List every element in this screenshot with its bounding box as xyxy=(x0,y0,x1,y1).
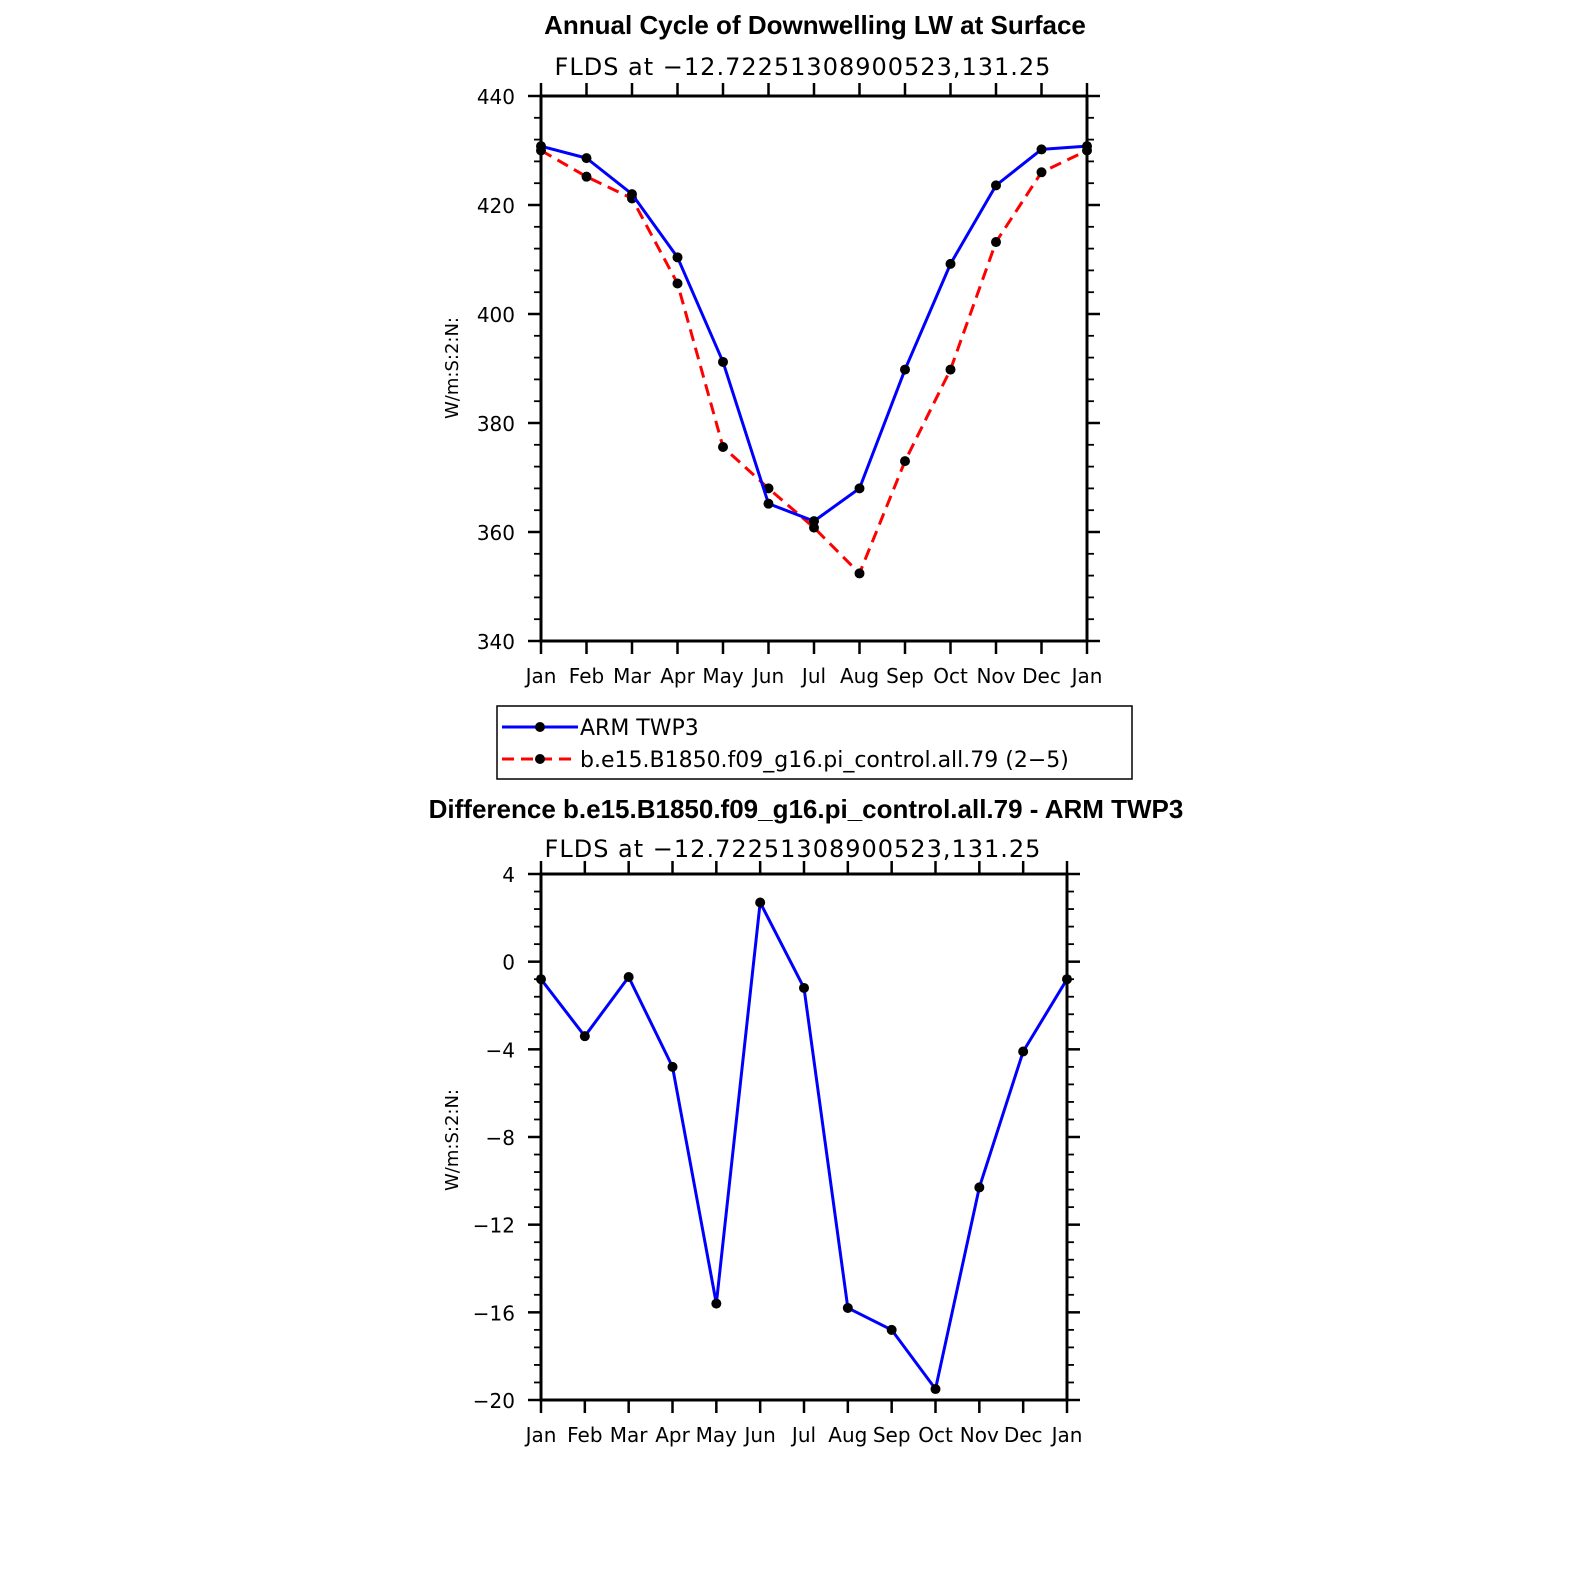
bottom-chart-y-tick-label: −4 xyxy=(485,1038,515,1063)
bottom-chart-subtitle: FLDS at −12.72251308900523,131.25 xyxy=(544,835,1042,863)
top-chart-x-tick-label: Oct xyxy=(933,664,968,688)
bottom-chart-x-tick-label: Feb xyxy=(567,1423,603,1447)
bottom-chart-x-tick-label: Jan xyxy=(1051,1423,1083,1447)
legend-label-arm: ARM TWP3 xyxy=(580,716,699,741)
bottom-chart-series-line-0 xyxy=(541,902,1067,1389)
top-chart-data-point xyxy=(536,141,546,151)
top-chart-data-point xyxy=(673,252,683,262)
bottom-chart-data-point xyxy=(931,1384,941,1394)
top-chart-x-tick-label: Apr xyxy=(660,664,695,688)
top-chart-y-tick-label: 400 xyxy=(476,303,515,327)
top-chart-x-tick-label: Jul xyxy=(801,664,827,688)
bottom-chart-x-tick-label: May xyxy=(695,1423,738,1447)
top-chart-data-point xyxy=(900,365,910,375)
top-chart-data-point xyxy=(809,516,819,526)
top-chart-x-tick-label: Jun xyxy=(752,664,785,688)
bottom-chart-data-point xyxy=(755,897,765,907)
top-chart-y-tick-label: 380 xyxy=(476,412,515,436)
top-chart-plot-area xyxy=(477,83,1103,688)
top-chart-data-point xyxy=(946,365,956,375)
top-chart-y-axis-label: W/m:S:2:N: xyxy=(442,317,463,419)
bottom-chart-frame xyxy=(541,874,1067,1400)
bottom-chart-data-point xyxy=(668,1062,678,1072)
bottom-chart-data-point xyxy=(974,1182,984,1192)
bottom-chart xyxy=(429,794,1184,1447)
bottom-chart-x-tick-label: Aug xyxy=(828,1423,868,1447)
top-chart-data-point xyxy=(673,278,683,288)
top-chart-data-point xyxy=(582,172,592,182)
top-chart-x-tick-label: Mar xyxy=(613,664,651,688)
top-chart-data-point xyxy=(627,189,637,199)
top-chart xyxy=(442,10,1102,688)
top-chart-data-point xyxy=(1037,144,1047,154)
bottom-chart-x-tick-label: Jan xyxy=(525,1423,557,1447)
top-chart-data-point xyxy=(900,456,910,466)
bottom-chart-x-tick-label: Oct xyxy=(918,1423,953,1447)
bottom-chart-y-tick-label: −20 xyxy=(472,1389,515,1413)
top-chart-x-tick-label: Dec xyxy=(1022,664,1061,688)
bottom-chart-data-point xyxy=(624,972,634,982)
top-chart-series-line-0 xyxy=(541,146,1087,521)
top-chart-x-tick-label: Feb xyxy=(568,664,605,688)
legend-label-model: b.e15.B1850.f09_g16.pi_control.all.79 (2−5) xyxy=(580,748,1069,773)
legend-marker-model xyxy=(535,754,545,764)
top-chart-x-tick-label: May xyxy=(702,664,744,688)
bottom-chart-x-tick-label: Jun xyxy=(744,1423,776,1447)
top-chart-x-tick-label: Nov xyxy=(976,664,1016,688)
top-chart-data-point xyxy=(991,180,1001,190)
bottom-chart-y-tick-label: 4 xyxy=(502,863,515,887)
top-chart-data-point xyxy=(991,237,1001,247)
bottom-chart-x-tick-label: Nov xyxy=(959,1423,999,1447)
top-chart-legend xyxy=(497,706,1132,779)
bottom-chart-y-tick-label: −8 xyxy=(485,1126,515,1150)
top-chart-data-point xyxy=(582,153,592,163)
bottom-chart-y-tick-label: −16 xyxy=(472,1301,515,1326)
bottom-chart-x-tick-label: Jul xyxy=(791,1423,817,1447)
top-chart-series-line-1 xyxy=(541,151,1087,574)
top-chart-data-point xyxy=(764,499,774,509)
bottom-chart-data-point xyxy=(1018,1047,1028,1057)
top-chart-data-point xyxy=(718,442,728,452)
bottom-chart-data-point xyxy=(711,1299,721,1309)
top-chart-y-tick-label: 360 xyxy=(476,521,515,545)
bottom-chart-x-tick-label: Sep xyxy=(872,1423,911,1447)
bottom-chart-data-point xyxy=(799,983,809,993)
top-chart-subtitle: FLDS at −12.72251308900523,131.25 xyxy=(554,53,1052,81)
top-chart-x-tick-label: Sep xyxy=(886,664,924,688)
bottom-chart-data-point xyxy=(1062,974,1072,984)
top-chart-x-tick-label: Jan xyxy=(1071,664,1103,688)
bottom-chart-title: Difference b.e15.B1850.f09_g16.pi_control.all.79 - ARM TWP3 xyxy=(428,794,1184,824)
bottom-chart-data-point xyxy=(843,1303,853,1313)
top-chart-y-tick-label: 440 xyxy=(476,85,515,109)
bottom-chart-data-point xyxy=(887,1325,897,1335)
bottom-chart-data-point xyxy=(580,1031,590,1041)
top-chart-data-point xyxy=(1082,141,1092,151)
top-chart-data-point xyxy=(1037,167,1047,177)
bottom-chart-plot-area xyxy=(473,861,1083,1447)
bottom-chart-y-axis-label: W/m:S:2:N: xyxy=(442,1089,463,1191)
top-chart-x-tick-label: Aug xyxy=(839,664,880,688)
bottom-chart-y-tick-label: 0 xyxy=(502,950,515,975)
top-chart-y-tick-label: 340 xyxy=(476,630,515,654)
bottom-chart-x-tick-label: Mar xyxy=(609,1423,648,1447)
top-chart-y-tick-label: 420 xyxy=(476,194,515,218)
bottom-chart-y-tick-label: −12 xyxy=(472,1213,515,1238)
bottom-chart-x-tick-label: Apr xyxy=(655,1423,690,1447)
top-chart-x-tick-label: Jan xyxy=(525,664,557,688)
top-chart-data-point xyxy=(718,357,728,367)
top-chart-data-point xyxy=(855,483,865,493)
top-chart-title: Annual Cycle of Downwelling LW at Surface xyxy=(544,10,1086,40)
top-chart-data-point xyxy=(946,259,956,269)
top-chart-data-point xyxy=(855,568,865,578)
legend-marker-arm xyxy=(535,722,545,732)
bottom-chart-x-tick-label: Dec xyxy=(1003,1423,1043,1447)
bottom-chart-data-point xyxy=(536,974,546,984)
